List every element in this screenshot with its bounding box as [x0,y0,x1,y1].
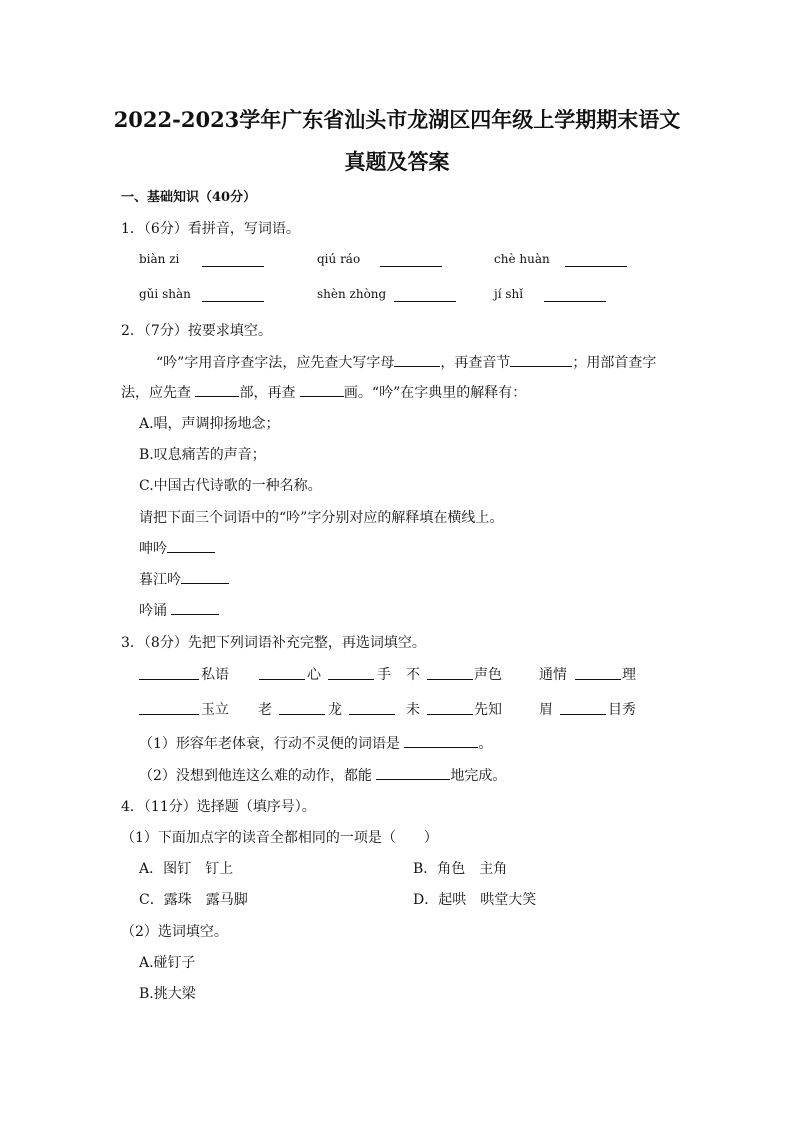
answer-blank[interactable] [202,252,264,267]
idiom-part: 通情 [539,667,567,683]
answer-blank[interactable] [404,733,478,748]
answer-blank[interactable] [376,765,450,780]
answer-blank[interactable] [279,700,325,715]
answer-blank[interactable] [300,382,344,397]
q2-instruction: 请把下面三个词语中的“吟”字分别对应的解释填在横线上。 [139,510,504,526]
q2-option-a: A.唱，声调抑扬地念； [139,416,280,432]
answer-blank[interactable] [510,352,572,367]
document-title-line1: 2022-2023学年广东省汕头市龙湖区四年级上学期期末语文 [113,107,681,132]
idiom-part: 手 [377,667,391,683]
q2-option-c: C.中国古代诗歌的一种名称。 [139,478,322,494]
idiom-part: 理 [622,667,636,683]
answer-blank[interactable] [171,600,219,615]
text: “吟”字用音序查字法，应先查大写字母 [156,355,395,371]
q2-word-3 [139,600,219,620]
document-title-line2: 真题及答案 [344,149,450,174]
text: 法，应先查 [121,385,196,401]
q4-option-a: A．图钉 钉上 [139,861,234,877]
answer-blank[interactable] [202,287,264,302]
idiom-part: 私语 [201,667,229,683]
answer-blank[interactable] [565,252,627,267]
answer-blank[interactable] [167,538,215,553]
pinyin-1: biàn zi [139,252,180,266]
text: ；用部首查字 [572,355,657,371]
q4-part-1: （1）下面加点字的读音全都相同的一项是（ ） [121,830,438,846]
question-4-stem: 4．（11分）选择题（填序号）。 [121,799,316,815]
text: 暮江吟 [139,572,181,588]
idiom-part: 先知 [474,702,502,718]
text: 。 [478,736,493,752]
answer-blank[interactable] [544,287,606,302]
answer-blank[interactable] [349,700,395,715]
answer-blank[interactable] [560,700,606,715]
text: 吟诵 [139,603,172,619]
text: 呻吟 [139,541,167,557]
idiom-part: 玉立 [201,702,229,718]
question-1-stem: 1．（6分）看拼音，写词语。 [121,221,300,237]
pinyin-3: chè huàn [494,252,550,266]
answer-blank[interactable] [139,665,199,680]
idiom-part: 龙 [328,702,342,718]
q4-option-b: B．角色 主角 [413,861,508,877]
q2-line1 [156,352,656,372]
idiom-part: 目秀 [608,702,636,718]
answer-blank[interactable] [328,665,374,680]
q4-word-option-a: A.碰钉子 [139,955,196,971]
answer-blank[interactable] [394,287,456,302]
answer-blank[interactable] [394,352,440,367]
idiom-part: 未 [406,702,420,718]
q2-line2 [121,382,526,402]
answer-blank[interactable] [195,382,239,397]
pinyin-5: shèn zhòng [317,287,387,301]
text: 地完成。 [450,768,507,784]
idiom-part: 眉 [539,702,553,718]
q4-option-c: C．露珠 露马脚 [139,892,248,908]
section-heading: 一、基础知识（40分） [121,190,257,205]
answer-blank[interactable] [575,665,621,680]
idiom-part: 心 [307,667,321,683]
idiom-part: 不 [406,667,420,683]
text: （1）形容年老体衰，行动不灵便的词语是 [139,736,405,752]
q4-part-2: （2）选词填空。 [121,924,228,940]
q2-word-1 [139,538,215,558]
answer-blank[interactable] [427,665,473,680]
answer-blank[interactable] [380,252,442,267]
pinyin-4: gǔi shàn [139,287,191,301]
pinyin-2: qiú ráo [317,252,361,266]
idiom-part: 声色 [474,667,502,683]
pinyin-6: jí shǐ [494,287,524,301]
q4-word-option-b: B.挑大梁 [139,986,196,1002]
question-3-stem: 3．（8分）先把下列词语补充完整，再选词填空。 [121,635,426,651]
answer-blank[interactable] [259,665,305,680]
text: 画。“吟”在字典里的解释有： [343,385,527,401]
q2-word-2 [139,569,229,589]
text: （2）没想到他连这么难的动作，都能 [139,768,377,784]
q3-sub-2 [139,765,506,785]
q4-option-d: D．起哄 哄堂大笑 [413,892,537,908]
text: 部，再查 [239,385,300,401]
answer-blank[interactable] [139,700,199,715]
q2-option-b: B.叹息痛苦的声音； [139,447,266,463]
question-2-stem: 2．（7分）按要求填空。 [121,323,272,339]
idiom-part: 老 [258,702,272,718]
text: ，再查音节 [440,355,511,371]
answer-blank[interactable] [427,700,473,715]
q3-sub-1 [139,733,492,753]
answer-blank[interactable] [181,569,229,584]
